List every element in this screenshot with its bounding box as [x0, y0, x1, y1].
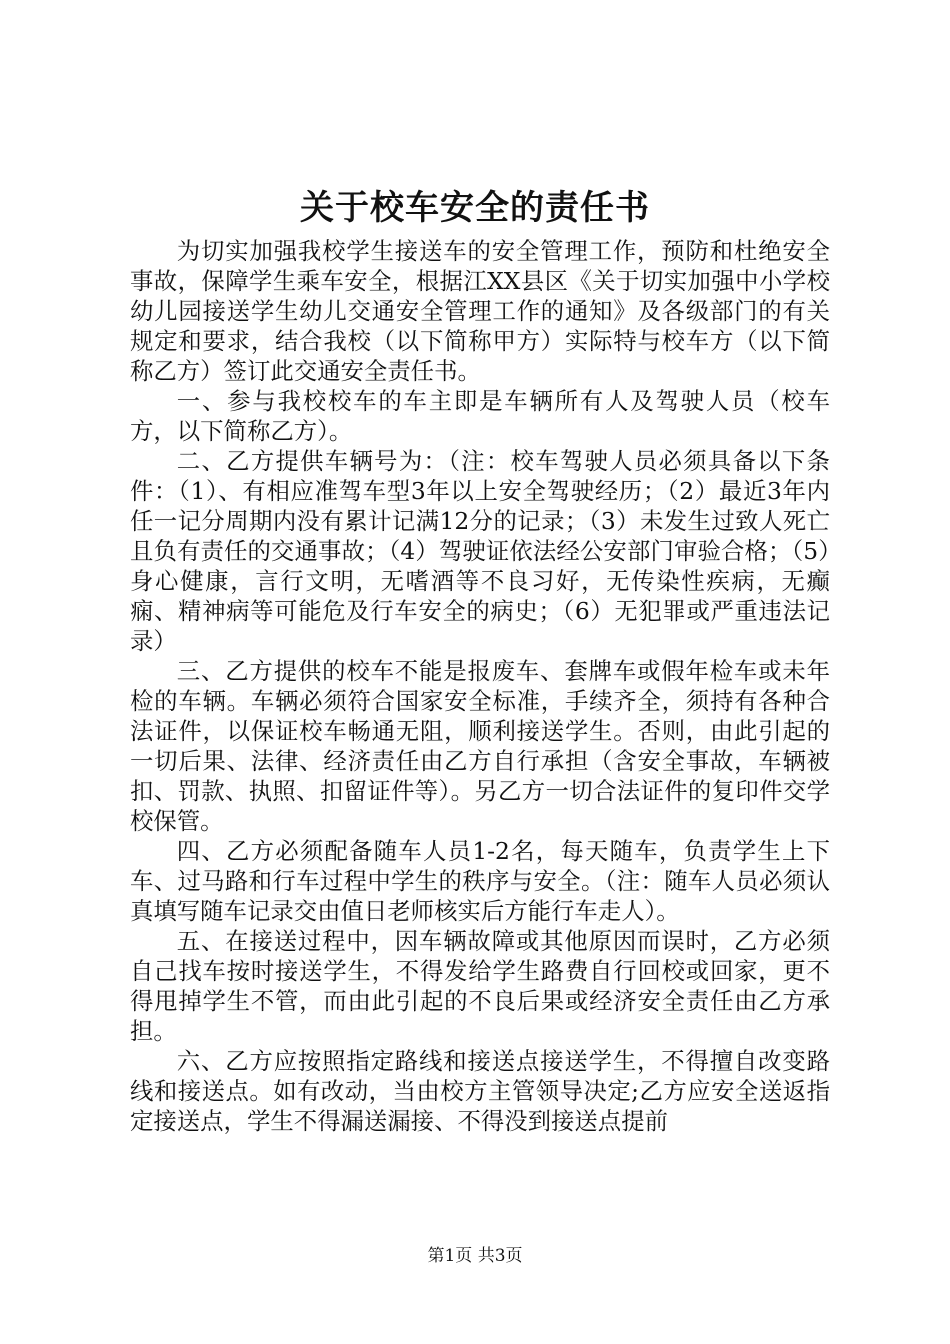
- paragraph-clause-2: 二、乙方提供车辆号为：（注：校车驾驶人员必须具备以下条件：（1）、有相应准驾车型3年以上安全驾驶经历；（2）最近3年内任一记分周期内没有累计记满12分的记录；（3）未发生过致人死亡且负有责任的交通事故；（4）驾驶证依法经公安部门审验合格；（5）身心健康，言行文明，无嗜酒等不良习好，无传染性疾病，无癫痫、精神病等可能危及行车安全的病史；（6）无犯罪或严重违法记录）: [130, 447, 830, 655]
- page-number-footer: 第1页 共3页: [427, 1246, 523, 1266]
- document-title: 关于校车安全的责任书: [300, 188, 650, 228]
- document-body: [130, 236, 830, 1136]
- paragraph-intro: 为切实加强我校学生接送车的安全管理工作，预防和杜绝安全事故，保障学生乘车安全，根据江XX县区《关于切实加强中小学校幼儿园接送学生幼儿交通安全管理工作的通知》及各级部门的有关规定和要求，结合我校（以下简称甲方）实际特与校车方（以下简称乙方）签订此交通安全责任书。: [130, 237, 830, 385]
- paragraph-clause-5: 五、在接送过程中，因车辆故障或其他原因而误时，乙方必须自己找车按时接送学生，不得发给学生路费自行回校或回家，更不得甩掉学生不管，而由此引起的不良后果或经济安全责任由乙方承担。: [130, 927, 830, 1045]
- paragraph-clause-1: 一、参与我校校车的车主即是车辆所有人及驾驶人员（校车方，以下简称乙方）。: [130, 387, 830, 445]
- paragraph-clause-3: 三、乙方提供的校车不能是报废车、套牌车或假年检车或未年检的车辆。车辆必须符合国家安全标准，手续齐全，须持有各种合法证件，以保证校车畅通无阻，顺利接送学生。否则，由此引起的一切后果、法律、经济责任由乙方自行承担（含安全事故，车辆被扣、罚款、执照、扣留证件等）。另乙方一切合法证件的复印件交学校保管。: [130, 657, 830, 835]
- paragraph-clause-6: 六、乙方应按照指定路线和接送点接送学生，不得擅自改变路线和接送点。如有改动，当由校方主管领导决定;乙方应安全送返指定接送点，学生不得漏送漏接、不得没到接送点提前: [130, 1047, 830, 1135]
- paragraph-clause-4: 四、乙方必须配备随车人员1-2名，每天随车，负责学生上下车、过马路和行车过程中学生的秩序与安全。（注：随车人员必须认真填写随车记录交由值日老师核实后方能行车走人）。: [130, 837, 830, 925]
